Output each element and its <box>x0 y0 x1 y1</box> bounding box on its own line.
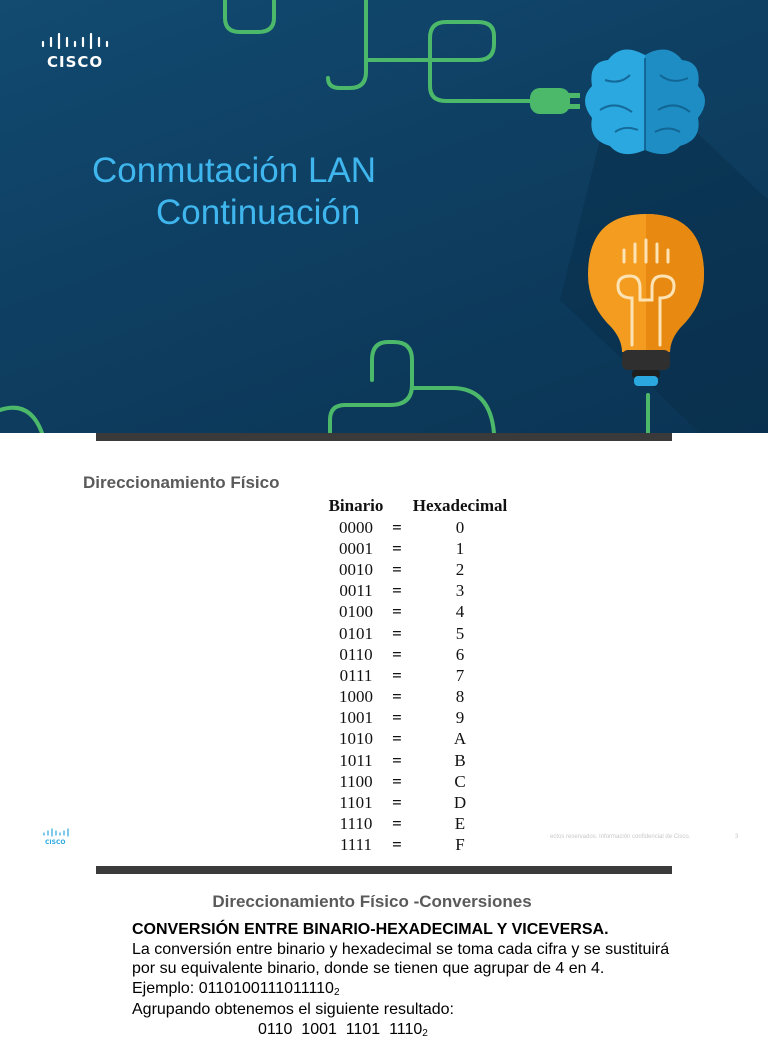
equals-cell: = <box>390 538 404 559</box>
hex-cell: C <box>404 771 516 792</box>
binary-cell: 0001 <box>322 538 390 559</box>
equals-cell: = <box>390 559 404 580</box>
hex-cell: 1 <box>404 538 516 559</box>
binary-cell: 0101 <box>322 623 390 644</box>
conversions-title: Direccionamiento Físico -Conversiones <box>0 892 744 912</box>
table-row <box>322 644 516 665</box>
hex-cell: 8 <box>404 687 516 708</box>
binary-cell: 0011 <box>322 581 390 602</box>
table-row <box>322 708 516 729</box>
table-row <box>322 581 516 602</box>
binary-cell: 1000 <box>322 687 390 708</box>
table-row <box>322 687 516 708</box>
grouping-line: Agrupando obtenemos el siguiente resultado: <box>132 1000 692 1020</box>
table-row <box>322 750 516 771</box>
slide-divider <box>96 433 672 441</box>
equals-cell: = <box>390 729 404 750</box>
table-row <box>322 792 516 813</box>
binary-hex-table <box>322 495 516 856</box>
grouped-base: 2 <box>422 1028 428 1039</box>
slide-title-line2: Continuación <box>156 192 360 234</box>
equals-cell: = <box>390 644 404 665</box>
table-row <box>322 623 516 644</box>
hex-cell: 2 <box>404 559 516 580</box>
table-row <box>322 835 516 856</box>
equals-cell: = <box>390 814 404 835</box>
svg-text:CISCO: CISCO <box>45 839 65 846</box>
binary-cell: 0010 <box>322 559 390 580</box>
grouped-line <box>132 1020 692 1041</box>
cisco-logo-text: CISCO <box>47 53 103 71</box>
hex-cell: 5 <box>404 623 516 644</box>
hex-cell: 6 <box>404 644 516 665</box>
table-row <box>322 771 516 792</box>
footer-copyright: ectos reservados. Información confidencial de Cisco. <box>550 834 690 840</box>
binary-cell: 1110 <box>322 814 390 835</box>
hex-cell: B <box>404 750 516 771</box>
equals-cell: = <box>390 687 404 708</box>
hex-cell: E <box>404 814 516 835</box>
example-base: 2 <box>334 987 340 998</box>
hex-cell: F <box>404 835 516 856</box>
header-binary: Binario <box>322 495 390 517</box>
hex-cell: 0 <box>404 517 516 538</box>
grouped-value: 0110 1001 1101 1110 <box>258 1021 422 1038</box>
conversion-body <box>132 920 692 1041</box>
example-line <box>132 979 692 1001</box>
table-row <box>322 538 516 559</box>
hex-cell: 9 <box>404 708 516 729</box>
binary-cell: 1010 <box>322 729 390 750</box>
header-spacer <box>390 495 404 517</box>
table-row <box>322 814 516 835</box>
circuit-illustration <box>0 0 768 433</box>
binary-cell: 0111 <box>322 665 390 686</box>
binary-cell: 1101 <box>322 792 390 813</box>
slide-title-line1: Conmutación LAN <box>92 150 376 192</box>
plug-icon <box>530 88 580 114</box>
equals-cell: = <box>390 602 404 623</box>
equals-cell: = <box>390 665 404 686</box>
equals-cell: = <box>390 708 404 729</box>
binary-cell: 1011 <box>322 750 390 771</box>
equals-cell: = <box>390 771 404 792</box>
table-header-row <box>322 495 516 517</box>
binary-cell: 1111 <box>322 835 390 856</box>
physical-addressing-title: Direccionamiento Físico <box>83 473 280 493</box>
conversion-heading: CONVERSIÓN ENTRE BINARIO-HEXADECIMAL Y VICEVERSA. <box>132 920 692 940</box>
table-row <box>322 602 516 623</box>
table-row <box>322 665 516 686</box>
hex-cell: D <box>404 792 516 813</box>
slide-divider <box>96 866 672 874</box>
equals-cell: = <box>390 792 404 813</box>
binary-cell: 1001 <box>322 708 390 729</box>
binary-cell: 0110 <box>322 644 390 665</box>
binary-cell: 0100 <box>322 602 390 623</box>
binary-cell: 1100 <box>322 771 390 792</box>
equals-cell: = <box>390 581 404 602</box>
cisco-footer-logo-icon <box>42 828 72 848</box>
hex-cell: A <box>404 729 516 750</box>
hex-cell: 3 <box>404 581 516 602</box>
table-row <box>322 729 516 750</box>
hex-cell: 7 <box>404 665 516 686</box>
header-hex: Hexadecimal <box>404 495 516 517</box>
equals-cell: = <box>390 835 404 856</box>
table-row <box>322 517 516 538</box>
table-row <box>322 559 516 580</box>
conversion-paragraph: La conversión entre binario y hexadecimal se toma cada cifra y se sustituirá por su equivalente binario, donde se tienen que agrupar de 4 en 4. <box>132 940 692 979</box>
equals-cell: = <box>390 517 404 538</box>
title-slide <box>0 0 768 433</box>
equals-cell: = <box>390 623 404 644</box>
equals-cell: = <box>390 750 404 771</box>
example-text: Ejemplo: 0110100111011110 <box>132 980 334 997</box>
hex-cell: 4 <box>404 602 516 623</box>
binary-cell: 0000 <box>322 517 390 538</box>
brain-icon <box>585 50 705 155</box>
footer-page-number: 3 <box>735 834 738 840</box>
